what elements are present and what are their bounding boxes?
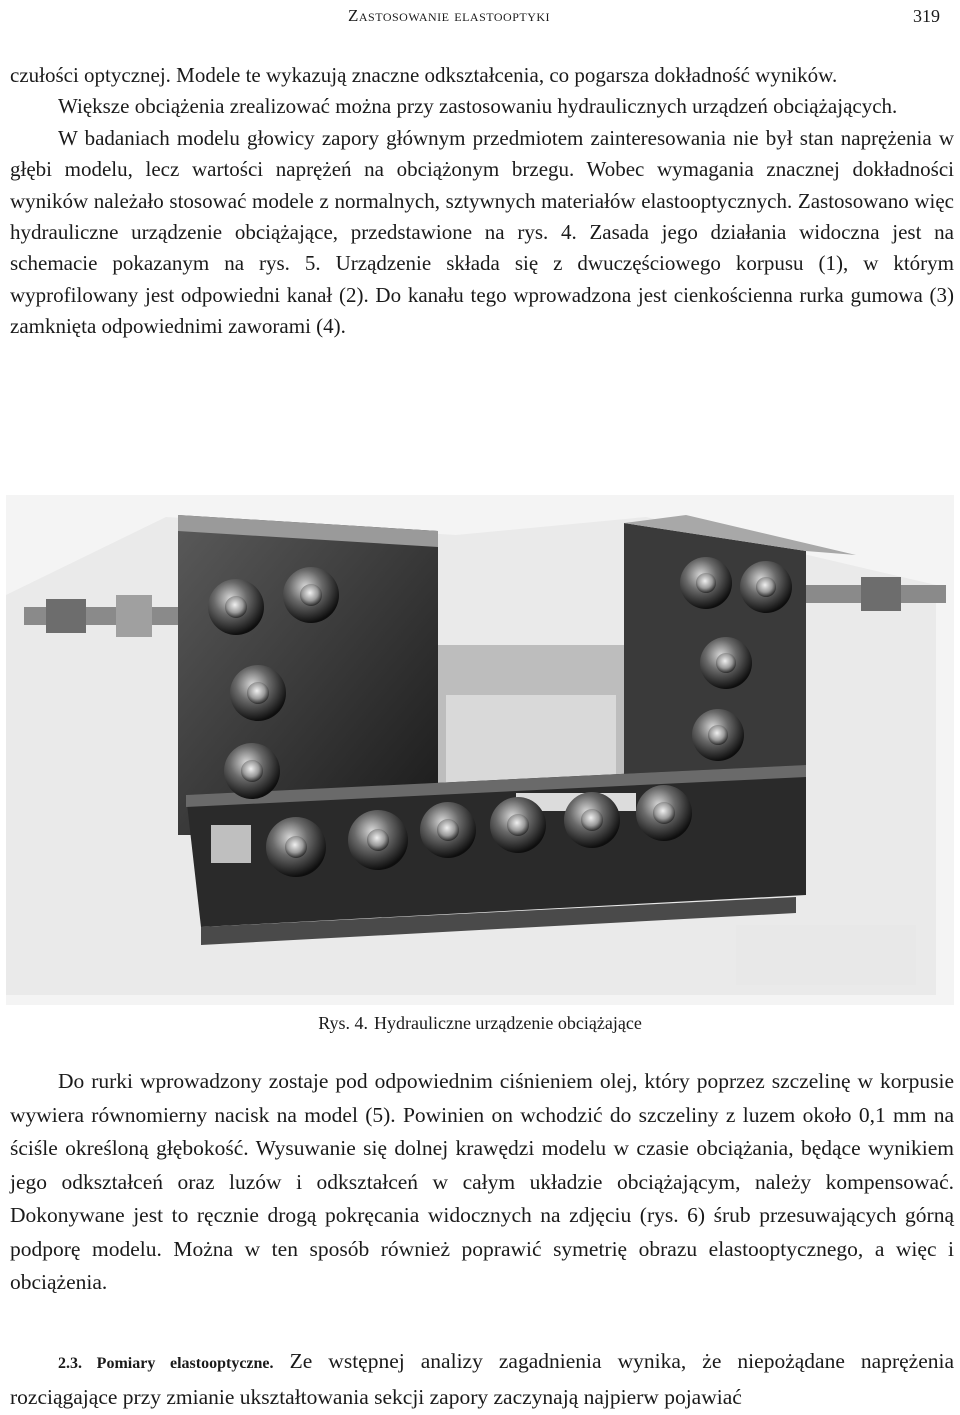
section-text: Ze wstępnej analizy zagadnienia wynika, że niepożądane naprężenia rozciągające przy zmianie ukształtowania sekcji zapory zaczynają najpierw pojawiać (10, 1349, 955, 1409)
figure-label: Rys. 4. (318, 1013, 368, 1033)
device-photo-illustration (6, 495, 954, 1005)
paragraph-research: W badaniach modelu głowicy zapory głównym przedmiotem zainteresowania nie był stan naprężenia w głębi modelu, lecz wartości naprężeń na obciążonym brzegu. Wobec wymagania znacznej dokładności wyników należało stosować modele z normalnych, sztywnych materiałów elastooptycznych. Zastosowano więc hydrauliczne urządzenie obciążające, przedstawione na rys. 4. Zasada jego działania widoczna jest na schemacie pokazanym na rys. 5. Urządzenie składa się z dwuczęściowego korpusu (1), w którym wyprofilowany jest odpowiedni kanał (2). Do kanału tego wprowadzona jest cienkościenna rurka gumowa (3) zamknięta odpowiednimi zaworami (4). (10, 125, 954, 339)
paragraph-oil-pressure: Do rurki wprowadzony zostaje pod odpowiednim ciśnieniem olej, który poprzez szczelinę w korpusie wywiera równomierny nacisk na model (5). Powinien on wchodzić do szczeliny z luzem około 0,1 mm na ściśle określoną głębokość. Wysuwanie się dolnej krawędzi modelu w czasie obciążania, będące wynikiem jego odkształceń oraz luzów i odkształceń w całym układzie obciążającym, należy kompensować. Dokonywane jest to ręcznie drogą pokręcania widocznych na zdjęciu (rys. 6) śrub przesuwających górną podporę modelu. Można w ten sposób również poprawić symetrię obrazu elastooptycznego, a więc i obciążenia. (10, 1069, 954, 1294)
figure-caption-text: Hydrauliczne urządzenie obciążające (373, 1013, 642, 1033)
photo-hydraulic-device (6, 495, 954, 1005)
figure-caption (0, 1013, 960, 1034)
section-block (10, 1345, 954, 1414)
paragraph-continuation: czułości optycznej. Modele te wykazują znaczne odkształcenia, co pogarsza dokładność wyników. (10, 63, 838, 87)
bottom-text-block (10, 1065, 954, 1300)
running-title: Zastosowanie elastooptyki (348, 6, 551, 25)
running-header (0, 4, 960, 26)
top-text-block (10, 60, 954, 343)
section-paragraph (10, 1345, 954, 1414)
section-heading: 2.3. Pomiary elastooptyczne. (58, 1355, 274, 1372)
page-number: 319 (913, 6, 940, 26)
paragraph-hydraulic: Większe obciążenia zrealizować można przy zastosowaniu hydraulicznych urządzeń obciążających. (58, 94, 898, 119)
